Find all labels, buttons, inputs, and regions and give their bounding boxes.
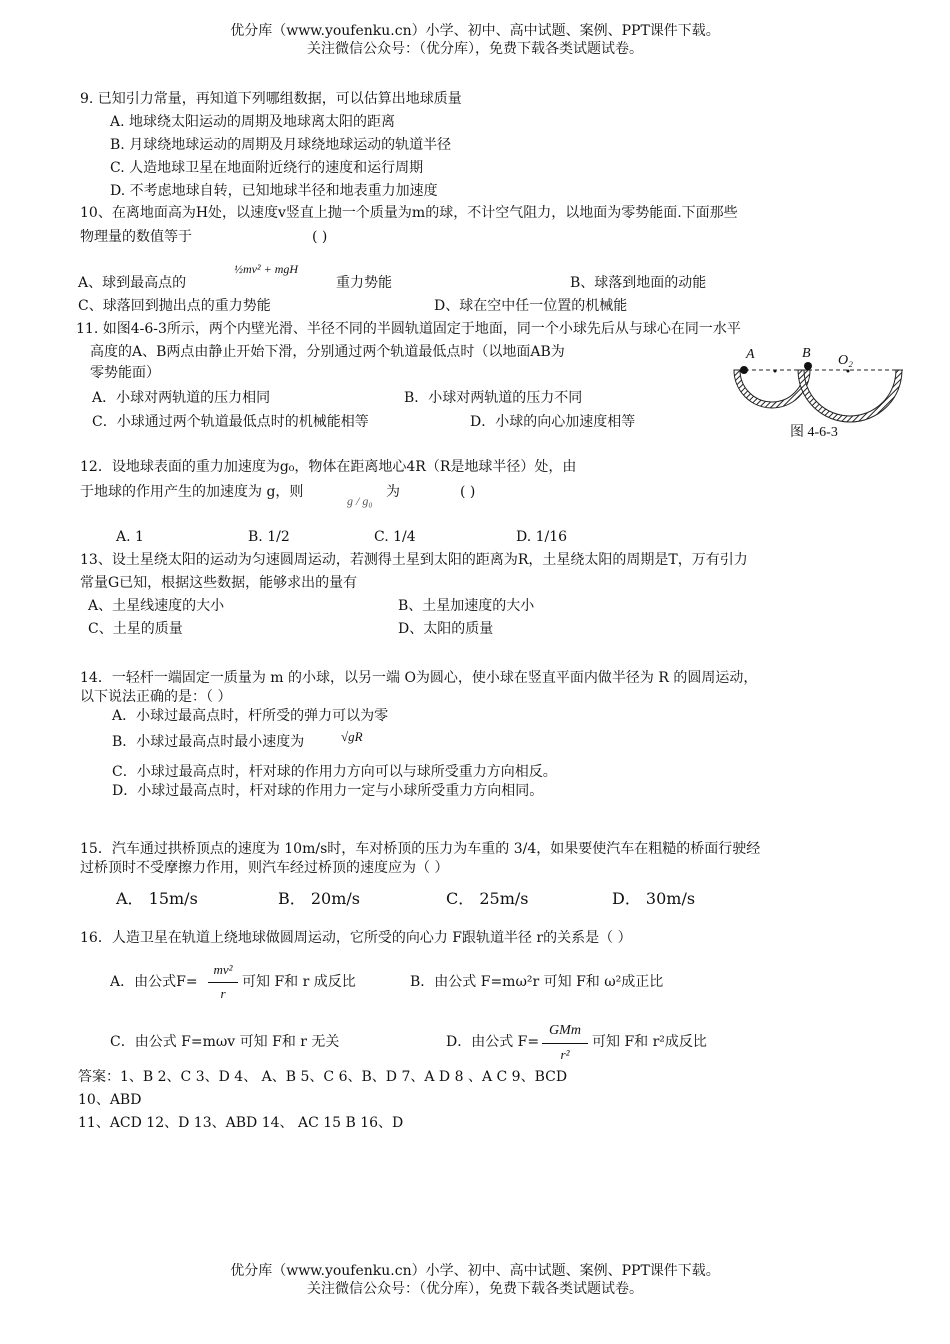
page-footer-line2: 关注微信公众号：（优分库），免费下载各类试题试卷。 <box>307 1281 643 1297</box>
q15-option-d: D． 30m/s <box>612 889 696 908</box>
q9-stem: 9. 已知引力常量，再知道下列哪组数据，可以估算出地球质量 <box>80 91 462 107</box>
q9-option-a: A. 地球绕太阳运动的周期及地球离太阳的距离 <box>110 114 396 130</box>
q13-stem-line1: 13、设土星绕太阳的运动为匀速圆周运动，若测得土星到太阳的距离为R，土星绕太阳的周期是T，万有引力 <box>80 552 748 568</box>
q10-option-b: B、球落到地面的动能 <box>570 275 707 291</box>
q9-option-d: D. 不考虑地球自转，已知地球半径和地表重力加速度 <box>110 183 438 199</box>
q11-option-d: D．小球的向心加速度相等 <box>470 414 636 430</box>
q11-stem-line3: 零势能面） <box>90 365 160 381</box>
q11-option-a: A．小球对两轨道的压力相同 <box>92 390 271 406</box>
figure-ball-a <box>740 366 748 374</box>
q14-stem-line1: 14．一轻杆一端固定一质量为 m 的小球，以另一端 O为圆心，使小球在竖直平面内做半径为 R 的圆周运动， <box>80 670 758 686</box>
q14-option-d: D．小球过最高点时，杆对球的作用力一定与小球所受重力方向相同。 <box>112 783 544 799</box>
q12-option-a: A. 1 <box>116 529 144 545</box>
q14-stem-line2: 以下说法正确的是：（ ） <box>80 689 232 705</box>
q16-option-a-suffix: 可知 F和 r 成反比 <box>242 974 356 990</box>
q16-option-a-denominator: r <box>220 986 226 1001</box>
q12-stem-line3: 为 <box>386 484 400 500</box>
q16-option-a-prefix: A．由公式F= <box>110 974 198 990</box>
q16-option-d-prefix: D．由公式 F= <box>446 1034 540 1050</box>
q16-option-a-numerator: mv² <box>213 962 233 977</box>
figure-large-track <box>798 370 902 422</box>
answers-line1: 答案：1、B 2、C 3、D 4、 A、B 5、C 6、B、D 7、A D 8 、A C 9、BCD <box>78 1069 568 1085</box>
q13-option-c: C、土星的质量 <box>88 621 183 637</box>
q15-option-c: C． 25m/s <box>446 889 529 908</box>
q15-option-a: A． 15m/s <box>116 889 198 908</box>
q10-option-c: C、球落回到抛出点的重力势能 <box>78 298 271 314</box>
q11-option-c: C．小球通过两个轨道最低点时的机械能相等 <box>92 414 369 430</box>
q15-stem-line2: 过桥顶时不受摩擦力作用，则汽车经过桥顶的速度应为（ ） <box>80 860 449 876</box>
q13-stem-line2: 常量G已知，根据这些数据，能够求出的量有 <box>80 575 358 591</box>
q16-option-d-denominator: r² <box>560 1047 570 1062</box>
q11-stem-line2: 高度的A、B两点由静止开始下滑，分别通过两个轨道最低点时（以地面AB为 <box>90 344 565 360</box>
q14-option-c: C．小球过最高点时，杆对球的作用力方向可以与球所受重力方向相反。 <box>112 764 557 780</box>
page-footer-line1: 优分库（www.youfenku.cn）小学、初中、高中试题、案例、PPT课件下载。 <box>230 1263 720 1279</box>
answers-line3: 11、ACD 12、D 13、ABD 14、 AC 15 B 16、D <box>78 1115 404 1131</box>
q12-option-b: B. 1/2 <box>248 529 290 545</box>
q12-option-d: D. 1/16 <box>516 529 568 545</box>
q16-stem: 16．人造卫星在轨道上绕地球做圆周运动，它所受的向心力 F跟轨道半径 r的关系是（ ） <box>80 930 632 946</box>
q12-option-c: C. 1/4 <box>374 529 416 545</box>
figure-label-o2: O₂ <box>838 353 853 368</box>
q12-stem-line2: 于地球的作用产生的加速度为 g，则 <box>80 484 304 500</box>
figure-center-o1 <box>774 370 777 373</box>
q16-option-d-suffix: 可知 F和 r²成反比 <box>592 1034 707 1050</box>
q11-option-b: B．小球对两轨道的压力不同 <box>404 390 583 406</box>
q13-option-a: A、土星线速度的大小 <box>88 598 225 614</box>
answers-line2: 10、ABD <box>78 1092 142 1108</box>
q16-option-d-fraction-bar <box>542 1043 588 1044</box>
q12-stem-line1: 12．设地球表面的重力加速度为g₀，物体在距离地心4R（R是地球半径）处，由 <box>80 459 577 475</box>
q12-ratio: g / g₀ <box>347 494 373 508</box>
q9-option-b: B. 月球绕地球运动的周期及月球绕地球运动的轨道半径 <box>110 137 452 153</box>
page-header-line1: 优分库（www.youfenku.cn）小学、初中、高中试题、案例、PPT课件下载。 <box>230 23 720 39</box>
q14-option-b: B．小球过最高点时最小速度为 <box>112 734 305 750</box>
q10-formula: ½mv² + mgH <box>234 262 299 276</box>
q9-option-c: C. 人造地球卫星在地面附近绕行的速度和运行周期 <box>110 160 424 176</box>
q12-answer-blank: ( ) <box>460 484 476 500</box>
figure-4-6-3 <box>730 340 910 450</box>
q16-option-c: C．由公式 F=mωv 可知 F和 r 无关 <box>110 1034 340 1050</box>
q10-option-a: A、球到最高点的 <box>78 275 187 291</box>
figure-caption: 图 4-6-3 <box>790 425 838 440</box>
q11-stem-line1: 11. 如图4-6-3所示，两个内壁光滑、半径不同的半圆轨道固定于地面，同一个小球先后从与球心在同一水平 <box>76 321 741 337</box>
q10-answer-blank: ( ) <box>312 229 328 245</box>
q16-option-d-numerator: GMm <box>549 1023 581 1038</box>
q13-option-d: D、太阳的质量 <box>398 621 494 637</box>
q14-option-b-formula: √gR <box>341 729 363 744</box>
q16-option-b: B．由公式 F=mω²r 可知 F和 ω²成正比 <box>410 974 664 990</box>
page-header-line2: 关注微信公众号：（优分库），免费下载各类试题试卷。 <box>307 41 643 57</box>
q10-stem-line1: 10、在离地面高为H处，以速度v竖直上抛一个质量为m的球，不计空气阻力，以地面为零势能面.下面那些 <box>80 205 738 221</box>
q14-option-a: A．小球过最高点时，杆所受的弹力可以为零 <box>112 708 389 724</box>
q10-stem-line2: 物理量的数值等于 <box>80 229 192 245</box>
figure-label-b: B <box>802 346 811 361</box>
figure-ball-b <box>804 362 812 370</box>
q10-option-a-suffix: 重力势能 <box>336 275 392 291</box>
figure-label-a: A <box>746 347 755 362</box>
q15-option-b: B． 20m/s <box>278 889 360 908</box>
q16-option-a-fraction-bar <box>208 982 238 983</box>
q13-option-b: B、土星加速度的大小 <box>398 598 535 614</box>
q10-option-d: D、球在空中任一位置的机械能 <box>434 298 628 314</box>
q15-stem-line1: 15．汽车通过拱桥顶点的速度为 10m/s时，车对桥顶的压力为车重的 3/4，如果要使汽车在粗糙的桥面行驶经 <box>80 841 761 857</box>
